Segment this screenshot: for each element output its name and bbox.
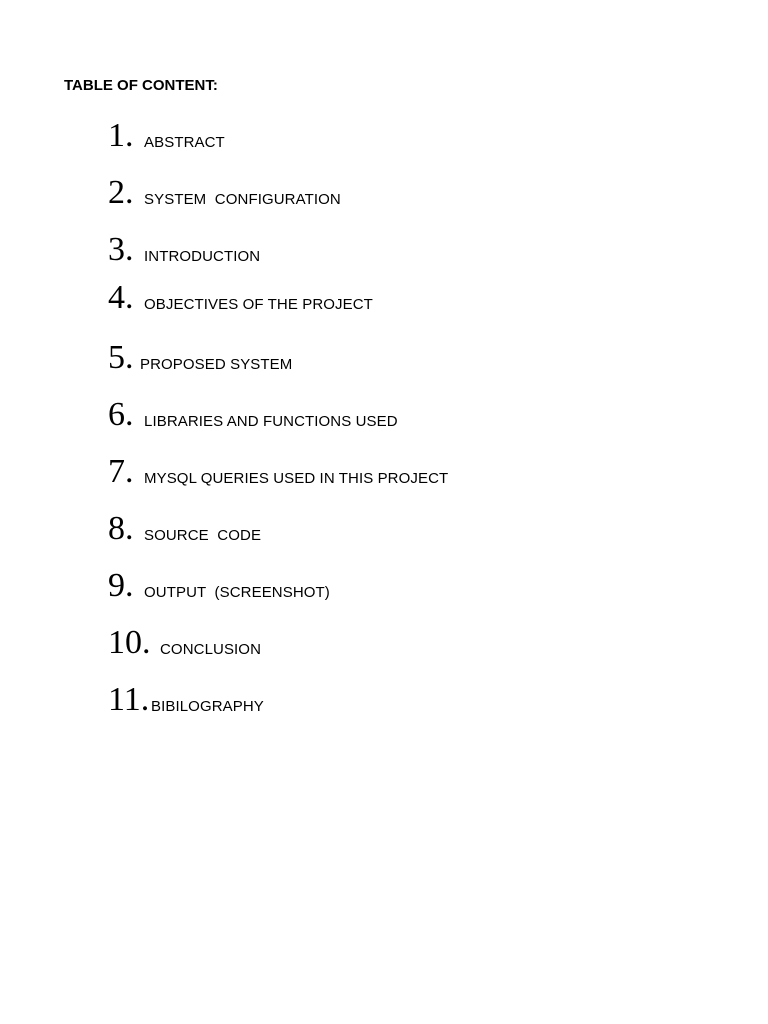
toc-item-label: OUTPUT (SCREENSHOT) [144, 584, 330, 601]
toc-item-number: 4. [108, 279, 134, 316]
toc-item-label: MYSQL QUERIES USED IN THIS PROJECT [144, 470, 449, 487]
toc-item-number: 11. [108, 681, 150, 718]
toc-item-number: 3. [108, 231, 134, 268]
toc-item-number: 10. [108, 624, 151, 661]
toc-item-number: 7. [108, 453, 134, 490]
toc-item-number: 2. [108, 174, 134, 211]
toc-item-number: 9. [108, 567, 134, 604]
toc-item-label: PROPOSED SYSTEM [140, 356, 293, 373]
toc-item-number: 8. [108, 510, 134, 547]
toc-item-label: SYSTEM CONFIGURATION [144, 191, 341, 208]
toc-item-number: 1. [108, 117, 134, 154]
toc-item-label: OBJECTIVES OF THE PROJECT [144, 296, 373, 313]
toc-item-label: LIBRARIES AND FUNCTIONS USED [144, 413, 398, 430]
toc-item-label: BIBILOGRAPHY [151, 698, 264, 715]
toc-heading: TABLE OF CONTENT: [64, 77, 218, 94]
toc-item-label: INTRODUCTION [144, 248, 261, 265]
toc-item-label: ABSTRACT [144, 134, 225, 151]
toc-item-number: 5. [108, 339, 134, 376]
toc-item-number: 6. [108, 396, 134, 433]
toc-item-label: CONCLUSION [160, 641, 262, 658]
toc-item-label: SOURCE CODE [144, 527, 262, 544]
